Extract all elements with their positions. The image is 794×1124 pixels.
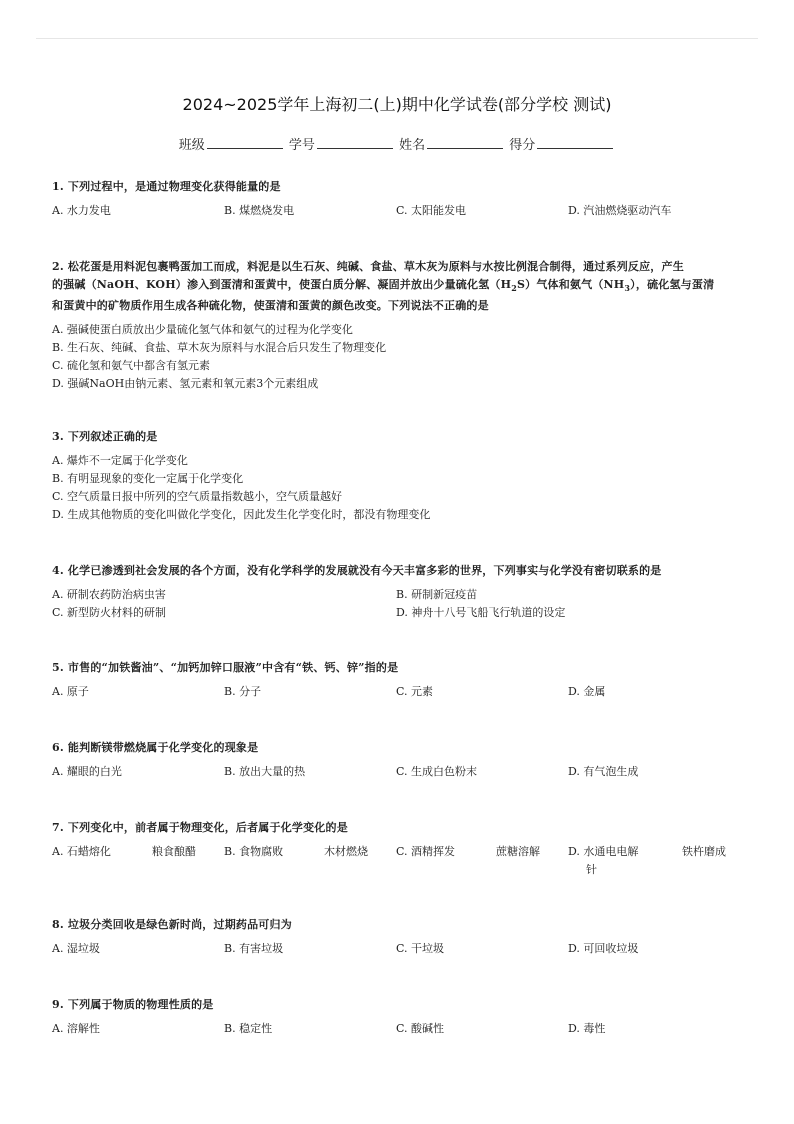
option-b[interactable]: B. 稳定性 (224, 1022, 273, 1035)
option-d[interactable]: D. 可回收垃圾 (568, 942, 639, 955)
option-b[interactable]: B. 放出大量的热 (224, 765, 306, 778)
score-label: 得分 (509, 138, 536, 153)
question-8 (52, 916, 742, 958)
question-stem: 4. 化学已渗透到社会发展的各个方面，没有化学科学的发展就没有今天丰富多彩的世界，下列事实与化学没有密切联系的是 (52, 564, 662, 577)
option-c[interactable]: C. 空气质量日报中所列的空气质量指数越小，空气质量越好 (52, 490, 343, 503)
option-a[interactable]: A. 水力发电 (52, 204, 111, 217)
number-blank[interactable] (317, 135, 393, 149)
option-d[interactable]: D. 强碱NaOH由钠元素、氢元素和氧元素3个元素组成 (52, 377, 319, 391)
options (52, 452, 742, 524)
question-3 (52, 428, 742, 524)
option-d[interactable]: D. 毒性 (568, 1022, 606, 1035)
option-a[interactable]: A. 溶解性 (52, 1022, 100, 1035)
question-2 (52, 258, 742, 393)
stem-line-1: 2. 松花蛋是用料泥包裹鸭蛋加工而成，料泥是以生石灰、纯碱、食盐、草木灰为原料与水按比例混合制得，通过系列反应，产生 (52, 260, 684, 273)
options (52, 683, 742, 701)
option-b[interactable]: B. 生石灰、纯碱、食盐、草木灰为原料与水混合后只发生了物理变化 (52, 341, 387, 355)
score-field (509, 134, 615, 153)
question-stem: 8. 垃圾分类回收是绿色新时尚，过期药品可归为 (52, 918, 292, 931)
option-c[interactable]: C. 新型防火材料的研制 (52, 606, 167, 619)
question-stem: 1. 下列过程中，是通过物理变化获得能量的是 (52, 180, 281, 193)
option-b[interactable]: B. 研制新冠疫苗 (396, 588, 478, 601)
option-b[interactable]: B. 有明显现象的变化一定属于化学变化 (52, 472, 244, 485)
options (52, 763, 742, 781)
name-label: 姓名 (399, 138, 426, 153)
option-d[interactable]: D. 汽油燃烧驱动汽车 (568, 204, 672, 217)
question-9 (52, 996, 742, 1038)
option-a[interactable]: A. 研制农药防治病虫害 (52, 588, 166, 601)
question-stem: 5. 市售的“加铁酱油”、“加钙加锌口服液”中含有“铁、钙、锌”指的是 (52, 661, 399, 674)
option-c[interactable]: C. 生成白色粉末 (396, 765, 478, 778)
class-field (179, 134, 285, 153)
stem-line-2: 的强碱（NaOH、KOH）渗入到蛋清和蛋黄中，使蛋白质分解、凝固并放出少量硫化氢$(H_2S)$气体和氨气$(NH_3)$，硫化氢与蛋清 (52, 278, 715, 294)
option-c[interactable]: C. 硫化氢和氨气中都含有氢元素 (52, 359, 211, 373)
number-label: 学号 (288, 138, 315, 153)
question-stem: 6. 能判断镁带燃烧属于化学变化的现象是 (52, 741, 259, 754)
options (52, 586, 742, 622)
option-a[interactable]: A. 湿垃圾 (52, 942, 100, 955)
options (52, 940, 742, 958)
option-a[interactable]: A. 耀眼的白光 (52, 765, 122, 778)
options (52, 202, 742, 220)
option-a[interactable]: A. 爆炸不一定属于化学变化 (52, 454, 188, 467)
option-d[interactable]: D. 神舟十八号飞船飞行轨道的设定 (396, 606, 566, 619)
question-7 (52, 819, 742, 879)
option-d[interactable]: D. 水通电电解 铁杵磨成 针 (568, 845, 726, 876)
page-title: 2024~2025学年上海初二(上)期中化学试卷(部分学校 测试) (182, 95, 612, 114)
question-stem: 3. 下列叙述正确的是 (52, 430, 158, 443)
options (52, 321, 742, 393)
name-blank[interactable] (427, 135, 503, 149)
question-5 (52, 659, 742, 701)
option-c[interactable]: C. 酒精挥发 蔗糖溶解 (396, 845, 540, 858)
option-b[interactable]: B. 有害垃圾 (224, 942, 284, 955)
option-a[interactable]: A. 原子 (52, 685, 89, 698)
question-1 (52, 178, 742, 220)
options (52, 1020, 742, 1038)
option-b[interactable]: B. 煤燃烧发电 (224, 204, 295, 217)
number-field (289, 134, 395, 153)
option-a[interactable]: A. 石蜡熔化 粮食酿醋 (52, 845, 196, 858)
option-b[interactable]: B. 食物腐败 木材燃烧 (224, 845, 368, 858)
option-a[interactable]: A. 强碱使蛋白质放出少量硫化氢气体和氨气的过程为化学变化 (52, 323, 353, 337)
question-6 (52, 739, 742, 781)
option-b[interactable]: B. 分子 (224, 685, 262, 698)
score-blank[interactable] (537, 135, 613, 149)
option-d[interactable]: D. 金属 (568, 685, 606, 698)
class-label: 班级 (178, 138, 205, 153)
option-d[interactable]: D. 有气泡生成 (568, 765, 639, 778)
question-stem: 9. 下列属于物质的物理性质的是 (52, 998, 214, 1011)
stem-line-3: 和蛋黄中的矿物质作用生成各种硫化物，使蛋清和蛋黄的颜色改变。下列说法不正确的是 (52, 299, 489, 313)
question-stem: 7. 下列变化中，前者属于物理变化，后者属于化学变化的是 (52, 821, 348, 834)
options (52, 843, 742, 879)
option-c[interactable]: C. 酸碱性 (396, 1022, 445, 1035)
option-c[interactable]: C. 元素 (396, 685, 434, 698)
header-divider (36, 38, 758, 39)
class-blank[interactable] (207, 135, 283, 149)
question-stem (52, 258, 742, 315)
option-c[interactable]: C. 太阳能发电 (396, 204, 467, 217)
student-info-line (0, 134, 794, 153)
option-d[interactable]: D. 生成其他物质的变化叫做化学变化，因此发生化学变化时，都没有物理变化 (52, 508, 431, 521)
option-c[interactable]: C. 干垃圾 (396, 942, 445, 955)
name-field (399, 134, 505, 153)
question-4 (52, 562, 742, 622)
